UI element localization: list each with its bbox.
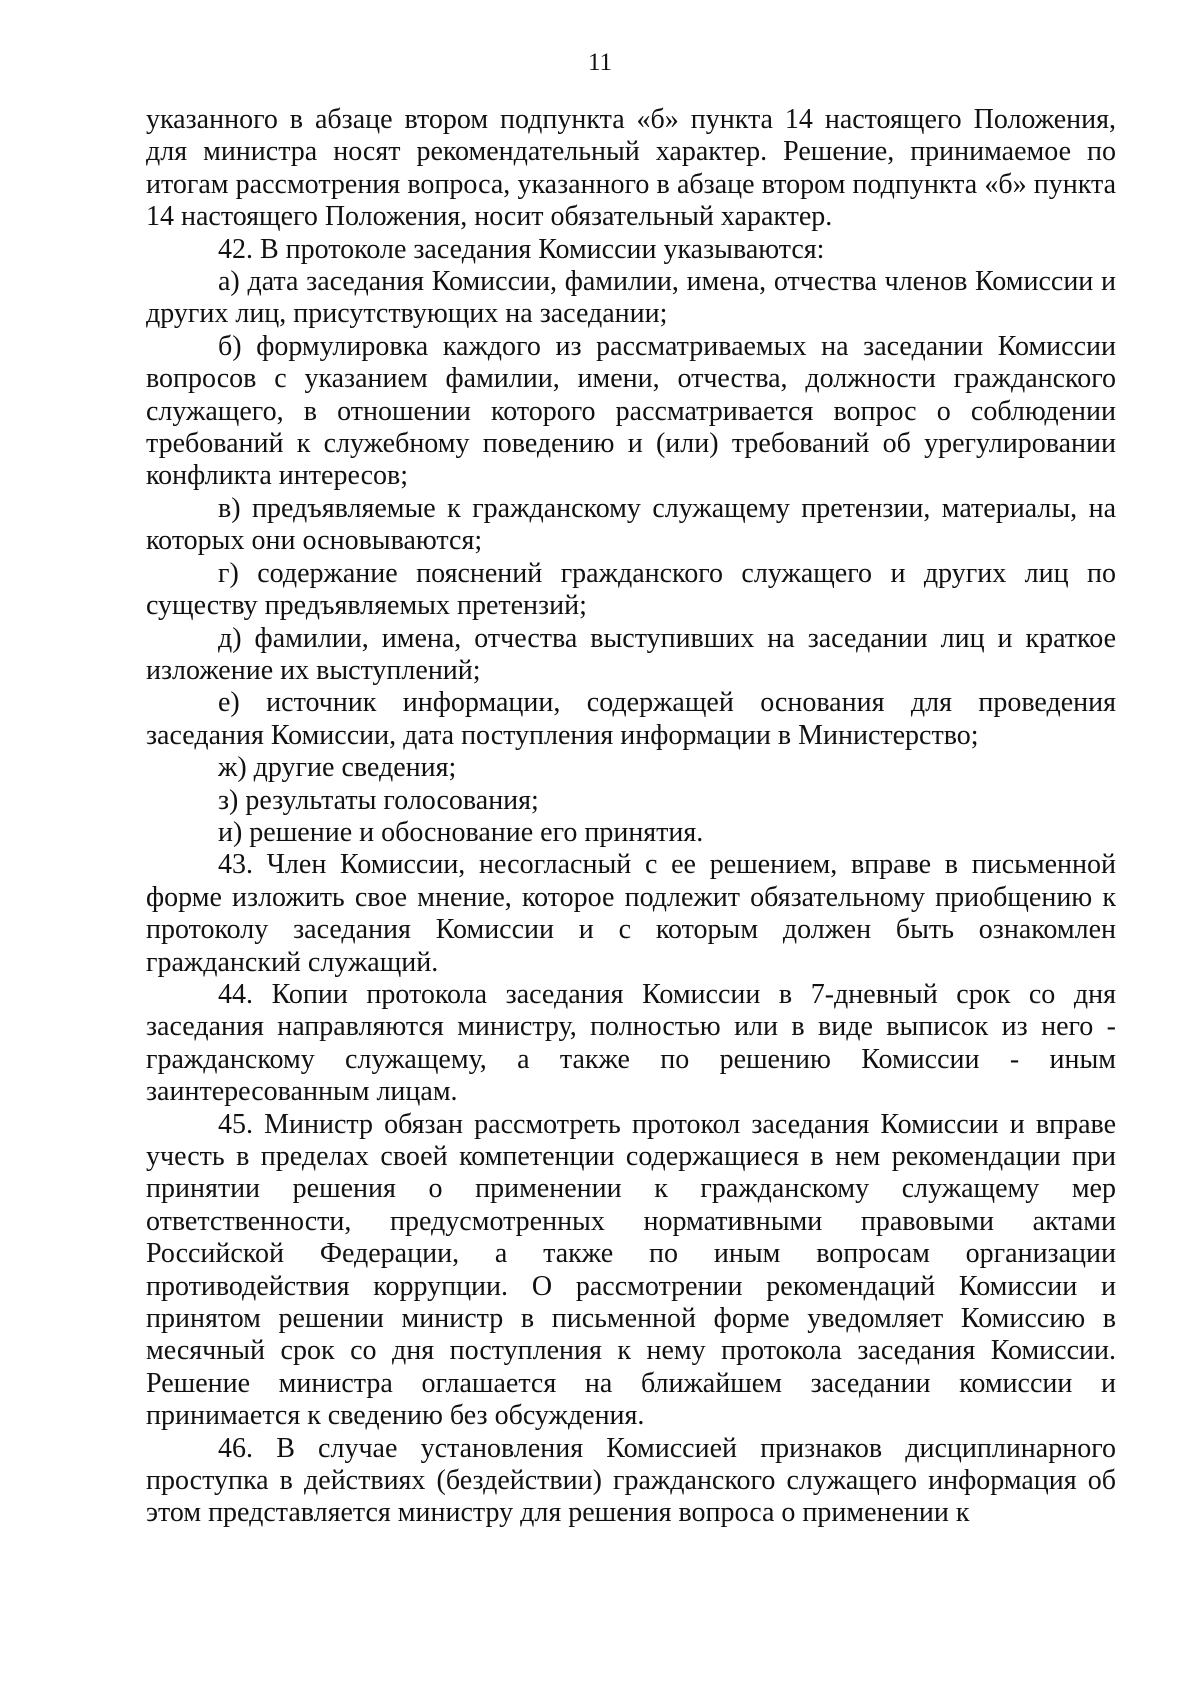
paragraph-42-a: а) дата заседания Комиссии, фамилии, имена, отчества членов Комиссии и других лиц, присутствующих на заседании; bbox=[146, 266, 1116, 330]
paragraph-42-z: з) результаты голосования; bbox=[218, 784, 539, 816]
paragraph-45: 45. Министр обязан рассмотреть протокол заседания Комиссии и вправе учесть в пределах своей компетенции содержащиеся в нем рекомендации при принятии решения о применении к гражданскому служащему мер ответственности, предусмотренных нормативными правовыми актами Российской Федерации, а также по иным вопросам организации противодействия коррупции. О рассмотрении рекомендаций Комиссии и принятом решении министр в письменной форме уведомляет Комиссию в месячный срок со дня поступления к нему протокола заседания Комиссии. Решение министра оглашается на ближайшем заседании комиссии и принимается к сведению без обсуждения. bbox=[146, 1108, 1116, 1432]
paragraph-43: 43. Член Комиссии, несогласный с ее решением, вправе в письменной форме изложить свое мнение, которое подлежит обязательному приобщению к протоколу заседания Комиссии и с которым должен быть ознакомлен гражданский служащий. bbox=[146, 849, 1116, 978]
paragraph-42-g: г) содержание пояснений гражданского служащего и других лиц по существу предъявляемых претензий; bbox=[146, 557, 1116, 622]
paragraph-42-b: б) формулировка каждого из рассматриваемых на заседании Комиссии вопросов с указанием фамилии, имени, отчества, должности гражданского служащего, в отношении которого рассматривается вопрос о соблюдении требований к служебному поведению и (или) требований об урегулировании конфликта интересов; bbox=[146, 330, 1116, 492]
paragraph-42-zh: ж) другие сведения; bbox=[218, 752, 457, 784]
paragraph-42: 42. В протоколе заседания Комиссии указываются: bbox=[218, 233, 825, 265]
page-number: 11 bbox=[587, 49, 613, 76]
paragraph-42-v: в) предъявляемые к гражданскому служащему претензии, материалы, на которых они основываются; bbox=[146, 492, 1116, 557]
paragraph-42-d: д) фамилии, имена, отчества выступивших на заседании лиц и краткое изложение их выступлений; bbox=[146, 622, 1116, 686]
paragraph-46: 46. В случае установления Комиссией признаков дисциплинарного проступка в действиях (бездействии) гражданского служащего информация об этом представляется министру для решения вопроса о применении к bbox=[146, 1432, 1116, 1529]
paragraph-42-e: е) источник информации, содержащей основания для проведения заседания Комиссии, дата поступления информации в Министерство; bbox=[146, 687, 1116, 751]
paragraph-44: 44. Копии протокола заседания Комиссии в 7-дневный срок со дня заседания направляются министру, полностью или в виде выписок из него - гражданскому служащему, а также по решению Комиссии - иным заинтересованным лицам. bbox=[146, 978, 1116, 1108]
document-body bbox=[146, 104, 1116, 1530]
paragraph-continuation: указанного в абзаце втором подпункта «б» пункта 14 настоящего Положения, для министра носят рекомендательный характер. Решение, принимаемое по итогам рассмотрения вопроса, указанного в абзаце втором подпункта «б» пункта 14 настоящего Положения, носит обязательный характер. bbox=[146, 104, 1116, 233]
paragraph-42-i: и) решение и обоснование его принятия. bbox=[218, 816, 704, 848]
